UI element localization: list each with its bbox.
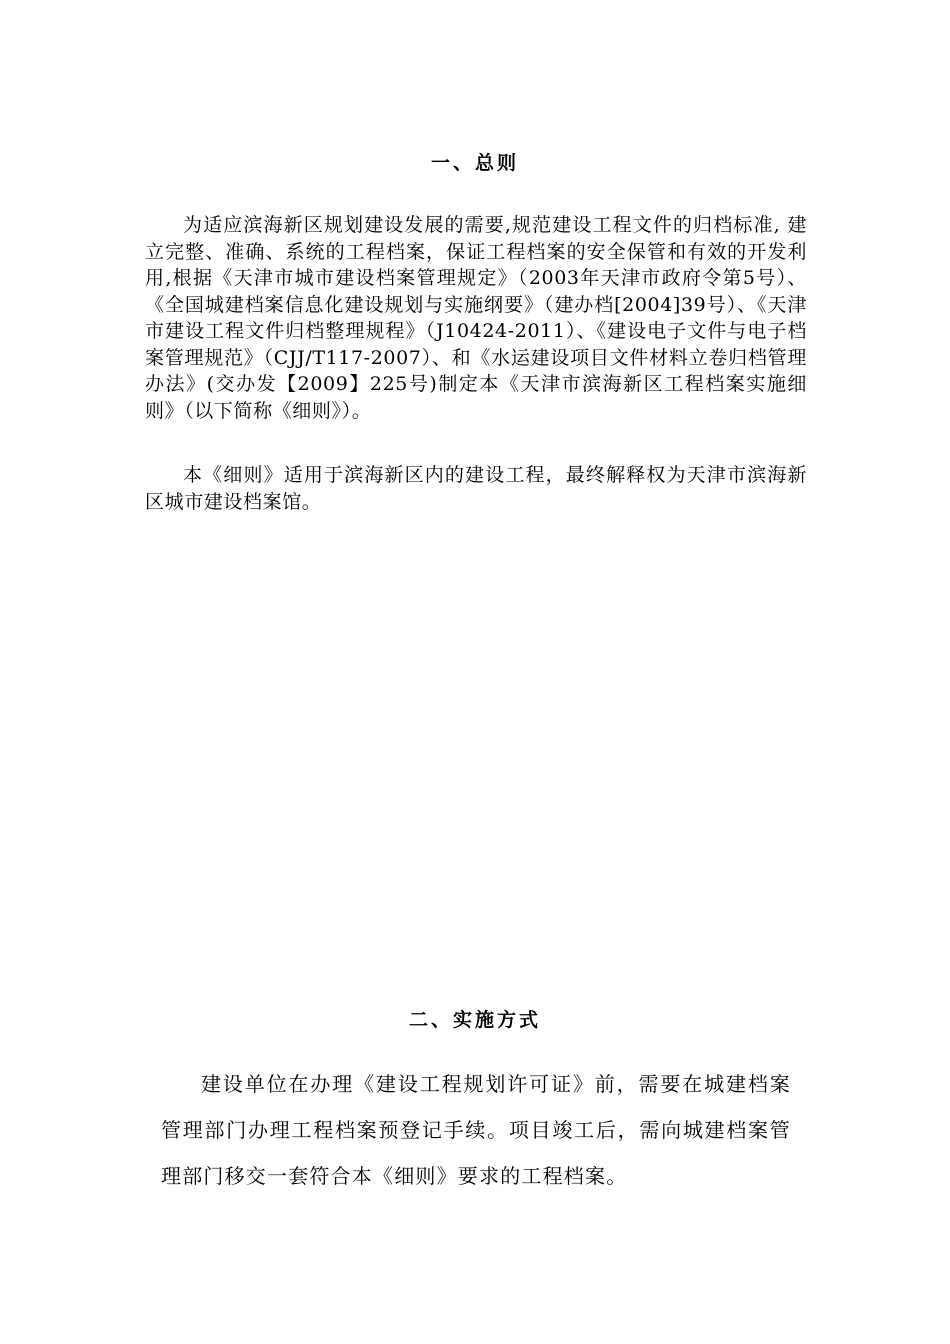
general-provisions-paragraph-1: 为适应滨海新区规划建设发展的需要,规范建设工程文件的归档标准, 建立完整、准确、系统的工程档案，保证工程档案的安全保管和有效的开发利用,根据《天津市城市建设档案管理规定》（2003年天津市政府令第5号）、《全国城建档案信息化建设规划与实施纲要》（建办档[2004]39号）、《天津市建设工程文件归档整理规程》（J10424-2011）、《建设电子文件与电子档案管理规范》（CJJ/T117-2007）、和《水运建设项目文件材料立卷归档管理办法》(交办发【2009】225号)制定本《天津市滨海新区工程档案实施细则》（以下简称《细则》）。 xyxy=(145,214,807,422)
implementation-paragraph-1: 建设单位在办理《建设工程规划许可证》前，需要在城建档案管理部门办理工程档案预登记手续。项目竣工后，需向城建档案管理部门移交一套符合本《细则》要求的工程档案。 xyxy=(161,1072,791,1188)
section-heading-implementation: 二、实施方式 xyxy=(408,1009,541,1031)
section-heading-general-provisions: 一、总则 xyxy=(430,152,519,174)
general-provisions-paragraph-2: 本《细则》适用于滨海新区内的建设工程，最终解释权为天津市滨海新区城市建设档案馆。 xyxy=(145,464,807,513)
